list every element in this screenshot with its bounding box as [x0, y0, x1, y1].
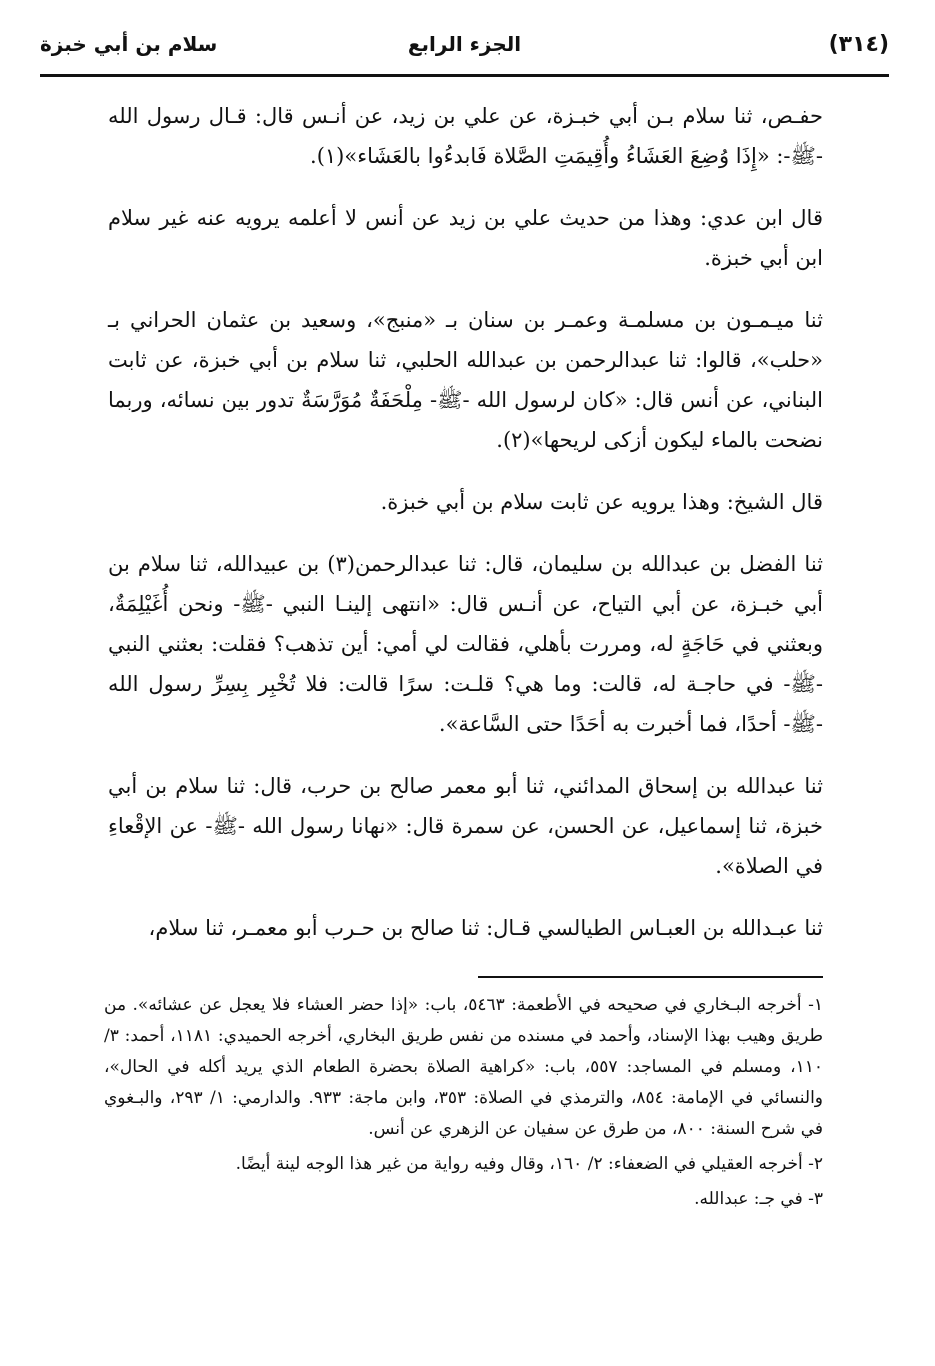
running-title: سلام بن أبي خبزة — [40, 32, 218, 56]
footnote: ٣- في جـ: عبدالله. — [694, 1189, 823, 1209]
paragraph: ثنا عبـدالله بن العبـاس الطيالسي قـال: ثنا صالح بن حـرب أبو معمـر، ثنا سلام، — [148, 916, 823, 940]
page-header — [40, 28, 889, 80]
header-divider — [40, 74, 889, 77]
paragraph: قال الشيخ: وهذا يرويه عن ثابت سلام بن أبي خبزة. — [380, 490, 823, 514]
main-text — [108, 96, 823, 970]
footnote-divider — [478, 976, 823, 978]
paragraph: قال ابن عدي: وهذا من حديث علي بن زيد عن أنس لا أعلمه يرويه عنه غير سلام ابن أبي خبزة. — [108, 206, 823, 270]
paragraph: حفـص، ثنا سلام بـن أبي خبـزة، عن علي بن زيد، عن أنـس قال: قـال رسول الله -ﷺ-: «إِذَا وُضِعَ العَشَاءُ وأُقِيمَتِ الصَّلاة فَابدءُوا بالعَشَاء»(١). — [108, 104, 823, 168]
paragraph: ثنا الفضل بن عبدالله بن سليمان، قال: ثنا عبدالرحمن(٣) بن عبيدالله، ثنا سلام بن أبي خبـزة، عن أبي التياح، عن أنـس قال: «انتهى إلينـا النبي -ﷺ- ونحن أُغَيْلِمَةٌ، وبعثني في حَاجَةٍ له، ومررت بأهلي، فقالت لي أمي: أين تذهب؟ فقلت: بعثني النبي -ﷺ- في حاجـة له، قالت: وما هي؟ قلـت: سرًا قالت: فلا تُخْبِر بِسِرِّ رسول الله -ﷺ- أحدًا، فما أخبرت به أحَدًا حتى السَّاعة». — [108, 552, 823, 736]
footnote: ١- أخرجه البـخاري في صحيحه في الأطعمة: ٥٤٦٣، باب: «إذا حضر العشاء فلا يعجل عن عشائه». من طريق وهيب بهذا الإسناد، وأحمد في مسنده من نفس طريق البخاري، أخرجه الحميدي: ١١٨١، أحمد: ٣/ ١١٠، ومسلم في المساجد: ٥٥٧، باب: «كراهية الصلاة بحضرة الطعام الذي يريد أكله في الحال»، والنسائي في الإمامة: ٨٥٤، والترمذي في الصلاة: ٣٥٣، وابن ماجة: ٩٣٣. والدارمي: ١/ ٢٩٣، والبـغوي في شرح السنة: ٨٠٠، من طرق عن سفيان عن الزهري عن أنس. — [104, 995, 824, 1139]
footnotes — [104, 990, 823, 1219]
page-number: (٣١٤) — [828, 32, 889, 57]
footnote: ٢- أخرجه العقيلي في الضعفاء: ٢/ ١٦٠، وقال وفيه رواية من غير هذا الوجه لينة أيضًا. — [235, 1154, 823, 1174]
part-title: الجزء الرابع — [407, 32, 522, 56]
paragraph: ثنا ميـمـون بن مسلمـة وعمـر بن سنان بـ «منبج»، وسعيد بن عثمان الحراني بـ «حلب»، قالوا: ثنا عبدالرحمن بن عبدالله الحلبي، ثنا سلام بن أبي خبزة، عن ثابت البناني، عن أنس قال: «كان لرسول الله -ﷺ- مِلْحَفَةٌ مُوَرَّسَةٌ تدور بين نسائه، وربما نضحت بالماء ليكون أزكى لريحها»(٢). — [108, 308, 823, 452]
paragraph: ثنا عبدالله بن إسحاق المدائني، ثنا أبو معمر صالح بن حرب، قال: ثنا سلام بن أبي خبزة، ثنا إسماعيل، عن الحسن، عن سمرة قال: «نهانا رسول الله -ﷺ- عن الإقْعاءِ في الصلاة». — [108, 774, 823, 878]
